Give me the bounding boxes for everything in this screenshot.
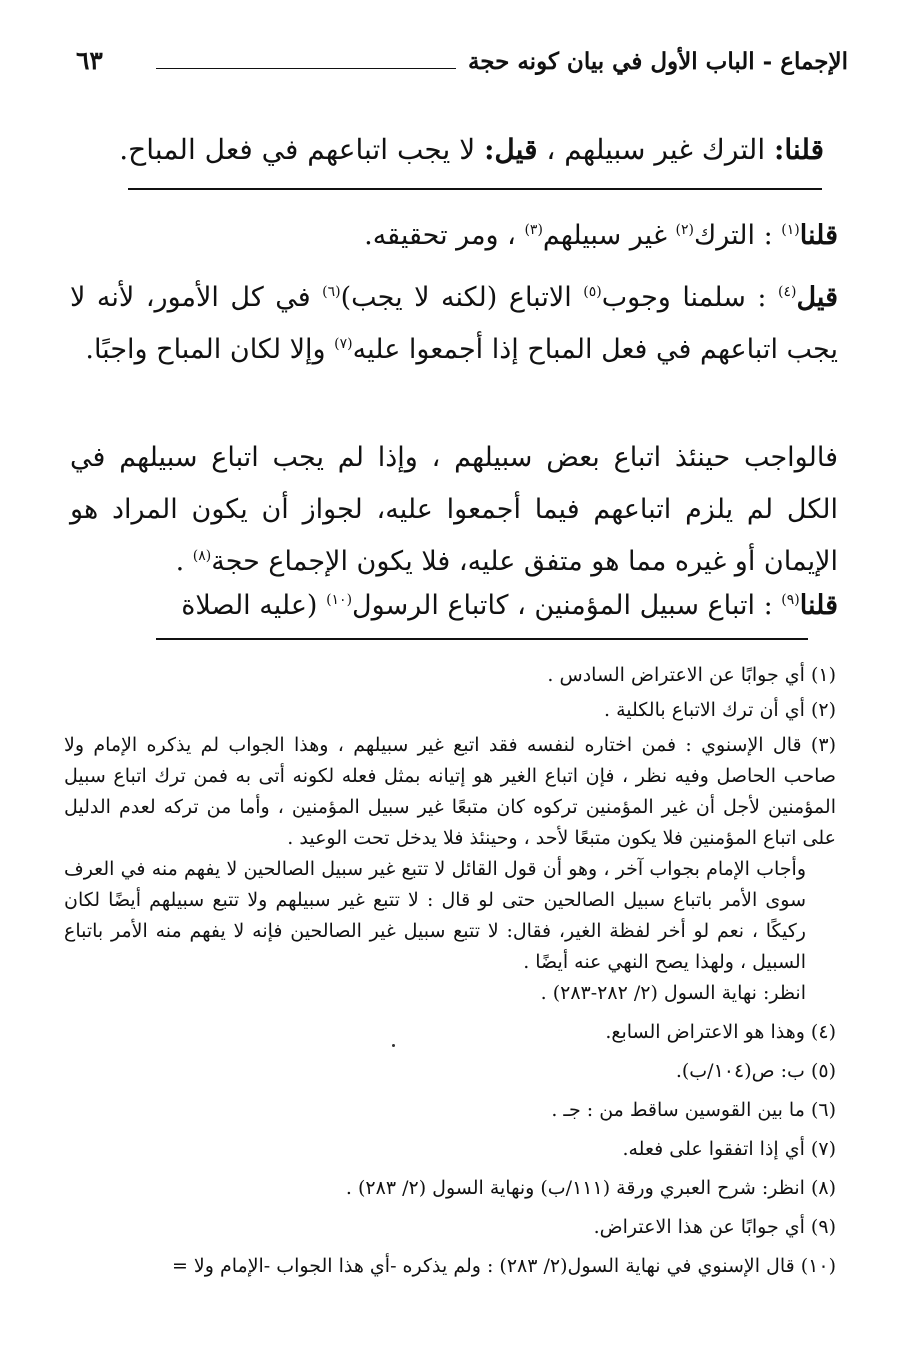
paragraph-2 xyxy=(70,272,838,376)
footnote-separator xyxy=(156,638,808,640)
footnote-ref-7[interactable]: (٧) xyxy=(334,336,353,352)
p4-text-2: (عليه الصلاة xyxy=(181,590,327,621)
summary-rule xyxy=(128,188,822,190)
p1-text-3: ، ومر تحقيقه. xyxy=(364,220,525,251)
p1-text-1: : الترك xyxy=(694,220,782,251)
p2-text-1: : سلمنا وجوب xyxy=(601,282,778,313)
p1-text-2: غير سبيلهم xyxy=(542,220,676,251)
footnote-ref-10[interactable]: (١٠) xyxy=(326,592,353,608)
p2-label: قيل xyxy=(796,282,838,313)
summary-qil-text: لا يجب اتباعهم في فعل المباح. xyxy=(119,133,476,166)
footnote-3: (٣) قال الإسنوي : فمن اختاره لنفسه فقد اتبع غير سبيلهم ، وهذا الجواب لم يذكره الإمام ولا صاحب الحاصل وفيه نظر ، فإن اتباع الغير هو إتيانه بمثل فعله لكونه أتى به فمن ترك اتباع سبيل المؤمنين لأجل أن غير المؤمنين تركوه كان متبعًا غير سبيل المؤمنين ، وأما من تركه لعدم الدليل على اتباع المؤمنين فلا يكون متبعًا لأحد ، وحينئذ فلا يدخل تحت الوعيد . xyxy=(64,734,836,849)
footnote-9: (٩) أي جوابًا عن هذا الاعتراض. xyxy=(593,1216,836,1238)
paragraph-1 xyxy=(70,210,838,262)
footnote-7: (٧) أي إذا اتفقوا على فعله. xyxy=(622,1138,836,1160)
footnote-ref-8[interactable]: (٨) xyxy=(192,548,212,564)
summary-qulna-label: قلنا: xyxy=(774,133,824,166)
summary-qulna-text: الترك غير سبيلهم ، xyxy=(546,133,766,166)
footnote-1: (١) أي جوابًا عن الاعتراض السادس . xyxy=(547,664,836,686)
footnote-ref-9[interactable]: (٩) xyxy=(781,592,800,608)
footnote-10: (١٠) قال الإسنوي في نهاية السول(٢/ ٢٨٣) : ولم يذكره -أي هذا الجواب -الإمام ولا = xyxy=(171,1255,836,1277)
running-header xyxy=(60,44,848,92)
footnote-6: (٦) ما بين القوسين ساقط من : جـ . xyxy=(551,1099,836,1121)
footnote-ref-6[interactable]: (٦) xyxy=(322,284,341,300)
footnote-ref-5[interactable]: (٥) xyxy=(583,284,602,300)
footnote-ref-1[interactable]: (١) xyxy=(781,222,800,238)
footnote-5: (٥) ب: ص(١٠٤/ب). xyxy=(675,1060,836,1082)
footnote-8: (٨) انظر: شرح العبري ورقة (١١١/ب) ونهاية السول (٢/ ٢٨٣) . xyxy=(345,1177,836,1199)
ink-speck xyxy=(392,1044,395,1047)
paragraph-3 xyxy=(70,432,838,588)
footnote-4: (٤) وهذا هو الاعتراض السابع. xyxy=(605,1021,836,1043)
summary-line xyxy=(119,124,824,176)
footnote-2: (٢) أي أن ترك الاتباع بالكلية . xyxy=(604,699,836,721)
footnote-3-continued: وأجاب الإمام بجواب آخر ، وهو أن قول القائل لا تتبع غير سبيل الصالحين لا يفهم منه في العرف سوى الأمر باتباع سبيل الصالحين حتى لو قال : لا تتبع غير سبيلهم ولا تتبع سبيلهم أيضًا لكان ركيكًا ، نعم لو أخر لفظة الغير، فقال: لا تتبع سبيل غير الصالحين فإنه لا يفهم منه الأمر باتباع السبيل ، ولهذا يصح النهي عنه أيضًا . xyxy=(64,858,806,973)
page-number: ٦٣ xyxy=(76,46,103,75)
footnote-ref-2[interactable]: (٢) xyxy=(675,222,694,238)
p2-text-2: الاتباع (لكنه لا يجب) xyxy=(340,282,584,313)
p3-text-2: . xyxy=(175,546,193,577)
p4-text-1: : اتباع سبيل المؤمنين ، كاتباع الرسول xyxy=(352,590,782,621)
p4-label: قلنا xyxy=(799,590,838,621)
summary-qil-label: قيل: xyxy=(484,133,538,166)
footnote-ref-4[interactable]: (٤) xyxy=(778,284,797,300)
p2-text-3: في كل الأمور، لأنه لا يجب اتباعهم في فعل المباح إذا أجمعوا عليه xyxy=(70,282,838,365)
footnote-ref-3[interactable]: (٣) xyxy=(524,222,543,238)
p3-text-1: فالواجب حينئذ اتباع بعض سبيلهم ، وإذا لم يجب اتباع سبيلهم في الكل لم يلزم اتباعهم فيما أجمعوا عليه، لجواز أن يكون المراد هو الإيمان أو غيره مما هو متفق عليه، فلا يكون الإجماع حجة xyxy=(70,442,838,577)
chapter-title: الإجماع - الباب الأول في بيان كونه حجة xyxy=(467,48,848,75)
footnotes xyxy=(64,660,836,1282)
footnote-3-reference: انظر: نهاية السول (٢/ ٢٨٢-٢٨٣) . xyxy=(540,982,806,1004)
header-rule xyxy=(156,68,456,69)
paragraph-4 xyxy=(70,580,838,632)
p2-text-4: وإلا لكان المباح واجبًا. xyxy=(85,334,335,365)
p1-label: قلنا xyxy=(799,220,838,251)
